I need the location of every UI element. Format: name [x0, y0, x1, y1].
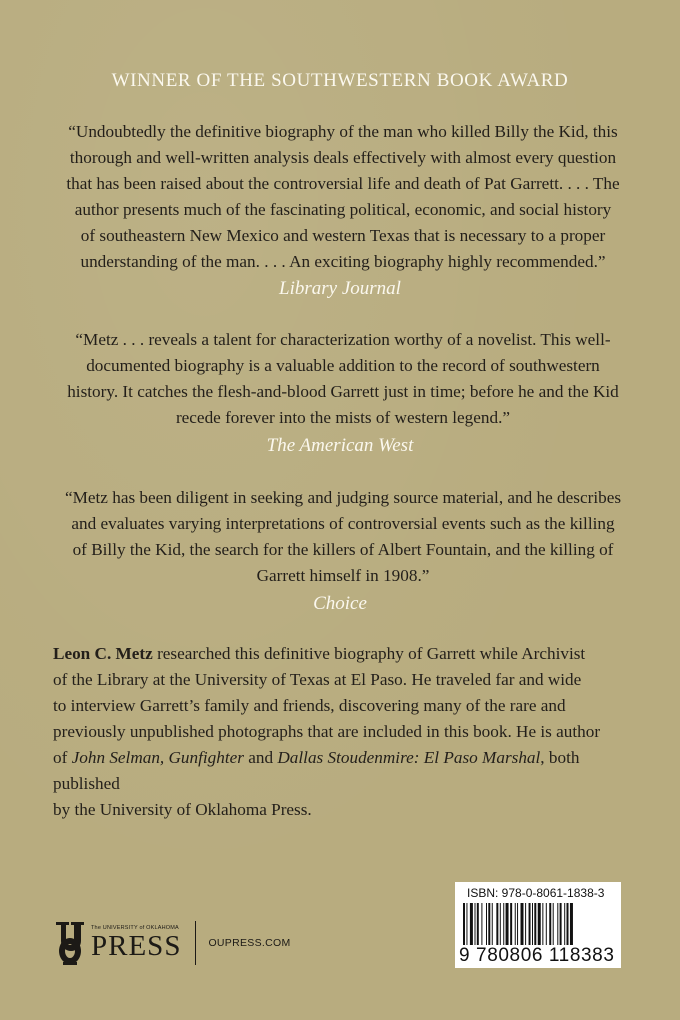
quote-line: “Metz . . . reveals a talent for characterization worthy of a novelist. This well- [75, 330, 611, 349]
quote-line: documented biography is a valuable addition to the record of southwestern [86, 356, 600, 375]
quote-line: and evaluates varying interpretations of controversial events such as the killing [71, 514, 615, 533]
quote-line: author presents much of the fascinating political, economic, and social history [74, 200, 612, 219]
isbn-label: ISBN: 978-0-8061-1838-3 [467, 886, 605, 900]
press-wordmark: PRESS [91, 930, 182, 962]
barcode-bars-icon [463, 903, 613, 945]
quote-line: recede forever into the mists of western legend.” [175, 408, 511, 427]
publisher-logo [53, 916, 291, 970]
university-name: The UNIVERSITY of OKLAHOMA [91, 925, 179, 931]
bio-text: researched this definitive biography of Garrett while Archivist [152, 644, 586, 663]
bio-text: of [53, 748, 72, 767]
author-bio [53, 641, 639, 823]
bio-text: previously unpublished photographs that are included in this book. He is author [53, 722, 601, 741]
ou-logo-icon [53, 918, 87, 968]
quote-line: “Metz has been diligent in seeking and judging source material, and he describes [64, 488, 622, 507]
quote-line: that has been raised about the controversial life and death of Pat Garrett. . . . The [66, 174, 620, 193]
quote-line: thorough and well-written analysis deals effectively with almost every question [69, 148, 617, 167]
award-headline: WINNER OF THE SOUTHWESTERN BOOK AWARD [111, 70, 569, 91]
review-quote-choice [60, 485, 626, 589]
quote-line: understanding of the man. . . . An exciting biography highly recommended.” [80, 252, 606, 271]
review-quote-american-west [60, 327, 626, 431]
quote-line: history. It catches the flesh-and-blood Garrett just in time; before he and the Kid [67, 382, 619, 401]
author-name: Leon C. Metz [53, 644, 153, 663]
quote-line: of southeastern New Mexico and western Texas that is necessary to a proper [80, 226, 606, 245]
book-title: Dallas Stoudenmire: El Paso Marshal [277, 748, 541, 767]
bio-text: and [243, 748, 278, 767]
barcode-digits: 9 780806 118383 [459, 945, 615, 966]
logo-divider [195, 921, 196, 965]
book-title: John Selman, Gunfighter [71, 748, 244, 767]
quote-source-choice: Choice [313, 593, 367, 614]
bio-text: of the Library at the University of Texas at El Paso. He traveled far and wide [53, 670, 582, 689]
quote-line: Garrett himself in 1908.” [256, 566, 430, 585]
quote-source-library-journal: Library Journal [279, 278, 401, 299]
publisher-website: OUPRESS.COM [208, 937, 291, 949]
bio-text: to interview Garrett’s family and friends, discovering many of the rare and [53, 696, 566, 715]
quote-line: “Undoubtedly the definitive biography of the man who killed Billy the Kid, this [68, 122, 618, 141]
quote-line: of Billy the Kid, the search for the killers of Albert Fountain, and the killing of [72, 540, 614, 559]
isbn-barcode [455, 882, 621, 968]
review-quote-library-journal [60, 119, 626, 275]
quote-source-american-west: The American West [266, 435, 414, 456]
bio-text: by the University of Oklahoma Press. [53, 800, 312, 819]
bio-text: , both published [53, 748, 580, 793]
